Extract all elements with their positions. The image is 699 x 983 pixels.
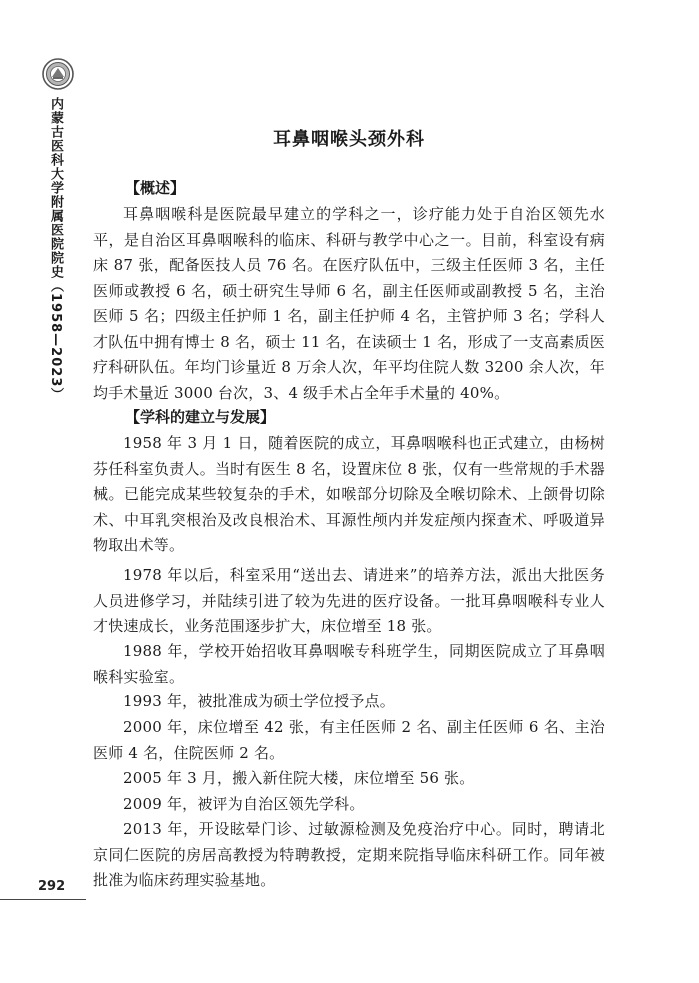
- paragraph-2000: 2000 年，床位增至 42 张，有主任医师 2 名、副主任医师 6 名、主治医师 4 名，住院医师 2 名。: [93, 718, 605, 762]
- page-number: 292: [38, 879, 66, 894]
- paragraph-2005: 2005 年 3 月，搬入新住院大楼，床位增至 56 张。: [123, 769, 475, 787]
- paragraph-2013: 2013 年，开设眩晕门诊、过敏源检测及免疫治疗中心。同时，聘请北京同仁医院的房居高教授为特聘教授，定期来院指导临床科研工作。同年被批准为临床药理实验基地。: [93, 820, 605, 889]
- paragraph-1993: 1993 年，被批准成为硕士学位授予点。: [123, 692, 395, 710]
- paragraph-1978: 1978 年以后，科室采用“送出去、请进来”的培养方法，派出大批医务人员进修学习，并陆续引进了较为先进的医疗设备。一批耳鼻咽喉科专业人才快速成长，业务范围逐步扩大，床位增至 18 张。: [93, 566, 605, 635]
- paragraph-overview: 耳鼻咽喉科是医院最早建立的学科之一，诊疗能力处于自治区领先水平，是自治区耳鼻咽喉科的临床、科研与教学中心之一。目前，科室设有病床 87 张，配备医技人员 76 名。在医疗队伍中，三级主任医师 3 名，主任医师或教授 6 名，硕士研究生导师 6 名，副主任医师或副教授 5 名，主治医师 5 名；四级主任护师 1 名，副主任护师 4 名，主管护师 3 名；学科人才队伍中拥有博士 8 名，硕士 11 名，在读硕士 1 名，形成了一支高素质医疗科研队伍。年均门诊量近 8 万余人次，年平均住院人数 3200 余人次，年均手术量近 3000 台次，3、4 级手术占全年手术量的 40%。: [93, 205, 605, 402]
- section-heading-history: 【学科的建立与发展】: [125, 408, 276, 426]
- article-title: 耳鼻咽喉头颈外科: [273, 129, 425, 150]
- sidebar: [0, 0, 92, 983]
- section-heading-overview: 【概述】: [125, 179, 186, 197]
- book-title: 内蒙古医科大学附属医院院史（1958—2023）: [48, 97, 63, 402]
- paragraph-2009: 2009 年，被评为自治区领先学科。: [123, 795, 365, 813]
- university-emblem-icon: [42, 58, 74, 90]
- paragraph-1958: 1958 年 3 月 1 日，随着医院的成立，耳鼻咽喉科也正式建立，由杨树芬任科室负责人。当时有医生 8 名，设置床位 8 张，仅有一些常规的手术器械。已能完成某些较复杂的手术，如喉部分切除及全喉切除术、上颌骨切除术、中耳乳突根治及改良根治术、耳源性颅内并发症颅内探查术、呼吸道异物取出术等。: [93, 434, 605, 554]
- paragraph-1988: 1988 年，学校开始招收耳鼻咽喉专科班学生，同期医院成立了耳鼻咽喉科实验室。: [93, 642, 605, 686]
- footer-rule: [0, 899, 86, 900]
